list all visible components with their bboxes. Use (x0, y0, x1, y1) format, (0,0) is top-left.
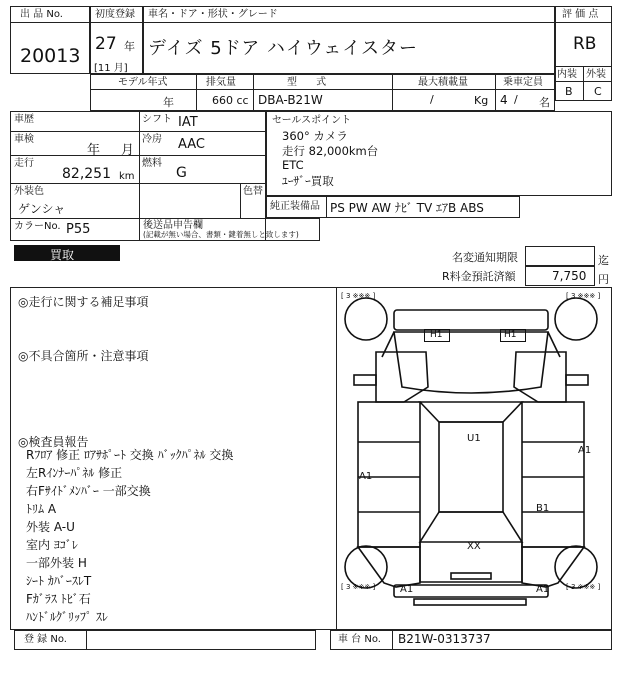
registration-month: [11 月] (94, 63, 128, 74)
fuel-label: 燃料 (142, 158, 162, 169)
damage-mark: U1 (467, 433, 481, 444)
diagram-corner-label: [ 3 ※※※ ] (566, 292, 601, 300)
mirror-right (566, 375, 588, 385)
color-number: P55 (66, 222, 91, 237)
inspector-note: Rﾌﾛｱ 修正 ﾛｱｻﾎﾟｰﾄ 交換 ﾊﾞｯｸﾊﾟﾈﾙ 交換 (26, 448, 234, 462)
inspector-report-label: ◎検査員報告 (18, 435, 89, 449)
inspection-year: 年 (87, 143, 101, 158)
capacity: 4 (500, 93, 508, 107)
interior-grade: B (565, 85, 573, 98)
inspector-note: Fｶﾞﾗｽ ﾄﾋﾞ石 (26, 592, 91, 606)
inspector-note: 外装 A-U (26, 520, 75, 534)
damage-mark: A1 (536, 584, 550, 595)
mileage: 82,251 (62, 166, 111, 182)
license-plate (451, 573, 491, 579)
chassis-number-label: 車 台 No. (338, 634, 381, 645)
front-fender-right (514, 352, 566, 402)
equipment-list: PS PW AW ﾅﾋﾞ TV ｴｱB ABS (330, 201, 484, 215)
registration-year: 27 (95, 34, 117, 54)
aircon-label: 冷房 (142, 134, 162, 145)
shift-label: シフト (142, 114, 172, 125)
sales-point: ETC (282, 158, 304, 172)
name-change-deadline-unit: 迄 (598, 254, 609, 267)
damage-mark: H1 (504, 330, 517, 340)
aircon: AAC (178, 137, 205, 152)
damage-mark: H1 (430, 330, 443, 340)
wheel-front-left (345, 298, 387, 340)
inspector-note: 左Rｲﾝﾅｰﾊﾟﾈﾙ 修正 (26, 466, 123, 480)
recycle-fee-unit: 円 (598, 273, 609, 286)
color-number-label: カラーNo. (14, 221, 61, 232)
exterior-grade: C (594, 85, 602, 98)
defect-notes-label: ◎不具合箇所・注意事項 (18, 349, 149, 363)
name-change-deadline-label: 名変通知期限 (452, 251, 518, 264)
lot-number: 20013 (20, 45, 81, 67)
max-load-separator: / (430, 93, 434, 106)
registration-number-label: 登 録 No. (24, 634, 67, 645)
diagram-corner-label: [ 3 ※※※ ] (341, 292, 376, 300)
name-change-deadline-box (525, 246, 595, 266)
sales-points-label: セールスポイント (272, 115, 352, 126)
mileage-unit: km (119, 171, 135, 182)
displacement: 660 cc (212, 94, 249, 107)
shift: IAT (178, 115, 198, 130)
model-type-label: 型 式 (287, 77, 327, 88)
recycle-fee-label: R料金預託済額 (442, 270, 516, 283)
interior-grade-label: 内装 (557, 69, 577, 80)
rear-bumper (394, 585, 548, 597)
windshield (420, 402, 522, 422)
history-label: 車歴 (14, 114, 34, 125)
max-load-unit: Kg (474, 94, 489, 107)
capacity-separator: / (514, 93, 518, 106)
color-label: 外装色 (14, 186, 44, 197)
car-name: デイズ 5ドア ハイウェイスター (148, 38, 419, 59)
post-delivery-label: 後送品申告欄 (143, 220, 203, 231)
post-delivery-note: (記載が無い場合、書類・鍵着無しと致します) (143, 230, 299, 239)
color: ゲンシャ (18, 202, 66, 216)
damage-mark: A1 (400, 584, 414, 595)
front-fender-left (376, 352, 428, 402)
wheel-front-right (555, 298, 597, 340)
registration-year-unit: 年 (124, 40, 135, 53)
damage-mark: B1 (536, 503, 550, 514)
model-type: DBA-B21W (258, 93, 323, 107)
rear-fender-right (522, 547, 584, 587)
overall-grade: RB (573, 34, 597, 54)
car-name-label: 車名・ドア・形状・グレード (148, 9, 278, 20)
damage-mark: A1 (578, 445, 592, 456)
damage-mark: A1 (359, 471, 373, 482)
max-load-label: 最大積載量 (418, 77, 468, 88)
sales-point: ﾕｰｻﾞｰ買取 (282, 174, 334, 188)
rear-fender-left (358, 547, 420, 587)
car-diagram (336, 287, 612, 630)
first-registration-label: 初度登録 (95, 9, 135, 20)
rear-step (414, 599, 526, 605)
inspector-note: 室内 ﾖｺﾞﾚ (26, 538, 78, 552)
inspector-note: ﾄﾘﾑ A (26, 502, 57, 516)
purchase-label: 買取 (50, 248, 75, 262)
mileage-label: 走行 (14, 158, 34, 169)
lot-number-label: 出 品 No. (20, 9, 63, 20)
side-body-right (522, 402, 584, 547)
inspector-note: ﾊﾝﾄﾞﾙｸﾞﾘｯﾌﾟ ｽﾚ (26, 610, 108, 624)
recycle-fee: 7,750 (552, 269, 587, 283)
inspection-label: 車検 (14, 134, 34, 145)
exterior-grade-label: 外装 (586, 69, 606, 80)
rear-window (420, 512, 522, 542)
mirror-left (354, 375, 376, 385)
capacity-unit: 名 (539, 96, 550, 109)
displacement-label: 排気量 (206, 77, 236, 88)
damage-mark: XX (467, 541, 481, 552)
model-year-label: モデル年式 (118, 77, 168, 88)
diagram-corner-label: [ 3 ※※※ ] (341, 583, 376, 591)
diagram-corner-label: [ 3 ※※※ ] (566, 583, 601, 591)
inspector-note: ｼｰﾄ ｶﾊﾞｰｽﾚT (26, 574, 92, 588)
sales-point: 360° カメラ (282, 129, 348, 143)
inspector-note: 一部外装 H (26, 556, 87, 570)
inspection-month: 月 (121, 143, 135, 158)
grade-label: 評 価 点 (562, 9, 599, 20)
capacity-label: 乗車定員 (503, 77, 543, 88)
repaint-label: 色替 (243, 186, 263, 197)
sales-point: 走行 82,000km台 (282, 144, 379, 158)
model-year-unit: 年 (163, 96, 174, 109)
fuel: G (176, 165, 187, 181)
inspector-note: 右Fｻｲﾄﾞﾒﾝﾊﾞｰ 一部交換 (26, 484, 151, 498)
front-bumper (394, 310, 548, 330)
driving-notes-label: ◎走行に関する補足事項 (18, 295, 149, 309)
equipment-label: 純正装備品 (270, 201, 320, 212)
chassis-number: B21W-0313737 (398, 632, 491, 646)
